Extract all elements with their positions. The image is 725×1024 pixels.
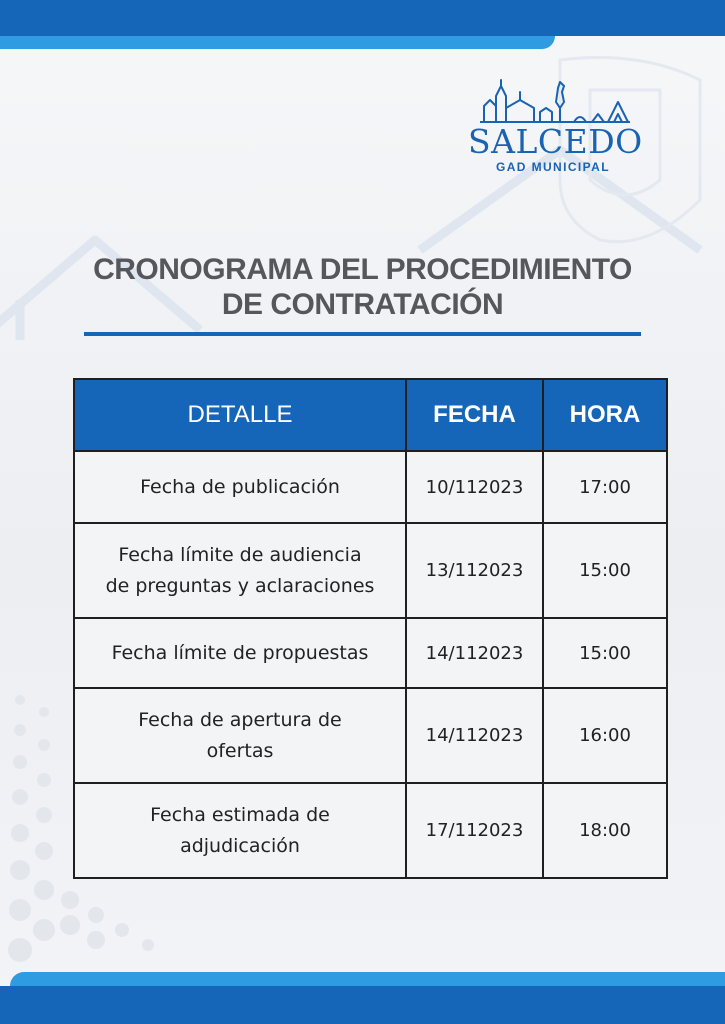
- row-time: 15:00: [543, 618, 667, 688]
- logo-subtitle: GAD MUNICIPAL: [496, 160, 610, 174]
- row-date: 14/112023: [406, 688, 543, 783]
- title-underline: [84, 332, 641, 336]
- table-row: [74, 783, 667, 878]
- page-title: [60, 252, 665, 322]
- table-row: [74, 688, 667, 783]
- row-date: 10/112023: [406, 451, 543, 523]
- row-date: 17/112023: [406, 783, 543, 878]
- row-detail: [74, 618, 406, 688]
- row-detail-line-2: adjudicación: [180, 834, 300, 857]
- row-time: 15:00: [543, 523, 667, 618]
- row-detail-line-1: Fecha límite de propuestas: [111, 641, 369, 664]
- header-time: HORA: [543, 379, 667, 451]
- row-detail: [74, 451, 406, 523]
- row-time: 18:00: [543, 783, 667, 878]
- city-skyline-icon: [480, 78, 630, 124]
- table-header-row: [74, 379, 667, 451]
- header-date: FECHA: [406, 379, 543, 451]
- header-detail: DETALLE: [74, 379, 406, 451]
- table-row: [74, 618, 667, 688]
- row-detail: [74, 688, 406, 783]
- row-detail-line-1: Fecha de apertura de: [138, 708, 342, 731]
- row-detail-line-1: Fecha límite de audiencia: [118, 543, 362, 566]
- logo-name: SALCEDO: [468, 122, 643, 161]
- row-date: 13/112023: [406, 523, 543, 618]
- row-time: 16:00: [543, 688, 667, 783]
- table-row: [74, 523, 667, 618]
- schedule-table: [73, 378, 668, 879]
- table-row: [74, 451, 667, 523]
- row-detail-line-2: de preguntas y aclaraciones: [105, 574, 375, 597]
- salcedo-logo: [468, 78, 643, 178]
- bottom-accent-bar: [10, 972, 725, 986]
- bottom-banner: [0, 986, 725, 1024]
- title-line-1: CRONOGRAMA DEL PROCEDIMIENTO: [93, 253, 632, 286]
- row-detail-line-1: Fecha estimada de: [150, 803, 330, 826]
- row-detail-line-2: ofertas: [206, 739, 274, 762]
- row-detail: [74, 783, 406, 878]
- title-line-2: DE CONTRATACIÓN: [221, 288, 504, 321]
- row-time: 17:00: [543, 451, 667, 523]
- row-date: 14/112023: [406, 618, 543, 688]
- row-detail-line-1: Fecha de publicación: [140, 475, 340, 498]
- row-detail: [74, 523, 406, 618]
